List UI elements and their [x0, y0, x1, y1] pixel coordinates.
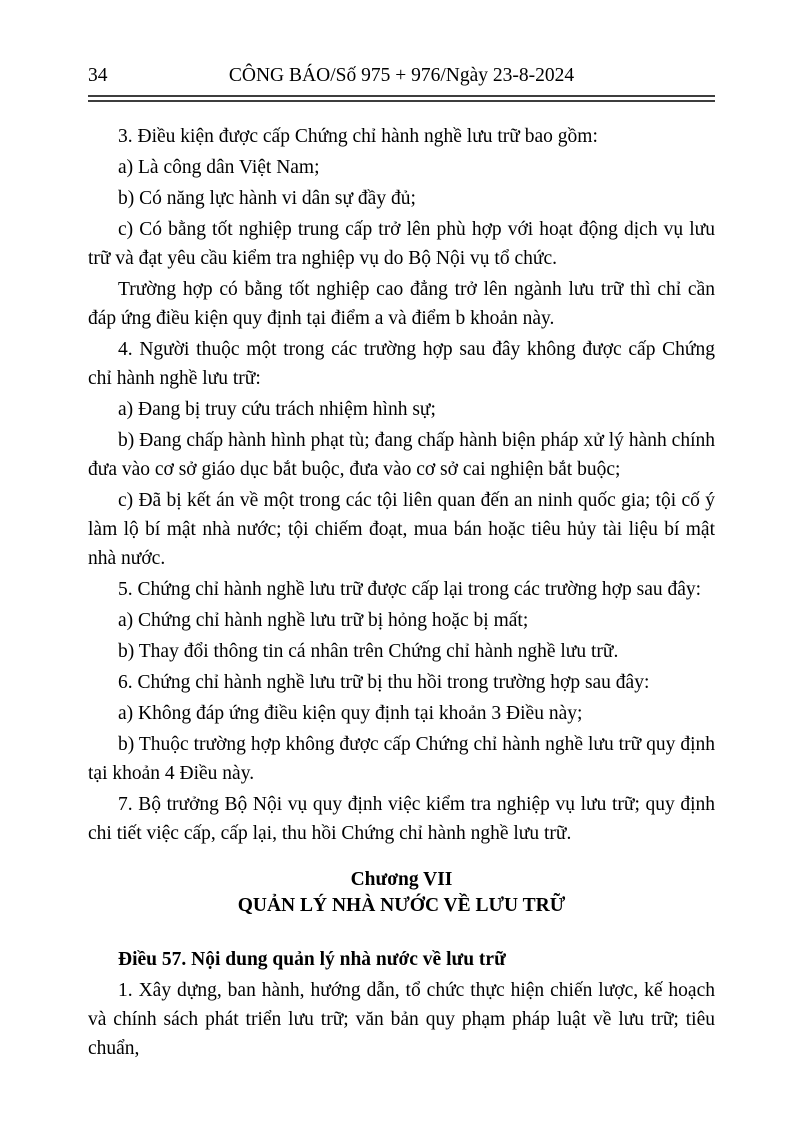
chapter-heading: [88, 867, 715, 919]
paragraph-point-6a: a) Không đáp ứng điều kiện quy định tại khoản 3 Điều này;: [118, 703, 583, 724]
paragraph-point-4c: c) Đã bị kết án về một trong các tội liên quan đến an ninh quốc gia; tội cố ý làm lộ bí mật nhà nước; tội chiếm đoạt, mua bán hoặc tiêu hủy tài liệu bí mật nhà nước.: [88, 490, 715, 569]
page-header: [88, 0, 715, 90]
paragraph-point-4b: b) Đang chấp hành hình phạt tù; đang chấp hành biện pháp xử lý hành chính đưa vào cơ sở giáo dục bắt buộc, đưa vào cơ sở cai nghiện bắt buộc;: [88, 430, 715, 480]
gazette-header-title: CÔNG BÁO/Số 975 + 976/Ngày 23-8-2024: [228, 65, 575, 86]
paragraph-point-4a: a) Đang bị truy cứu trách nhiệm hình sự;: [118, 399, 436, 420]
paragraph-article-57-clause-1: 1. Xây dựng, ban hành, hướng dẫn, tổ chức thực hiện chiến lược, kế hoạch và chính sách phát triển lưu trữ; văn bản quy phạm pháp luật về lưu trữ; tiêu chuẩn,: [88, 980, 715, 1059]
page-number: 34: [88, 65, 108, 86]
paragraph-point-3b: b) Có năng lực hành vi dân sự đầy đủ;: [118, 188, 416, 209]
paragraph-clause-3-note: Trường hợp có bằng tốt nghiệp cao đẳng trở lên ngành lưu trữ thì chỉ cần đáp ứng điều kiện quy định tại điểm a và điểm b khoản này.: [88, 279, 715, 329]
paragraph-point-3a: a) Là công dân Việt Nam;: [118, 157, 320, 178]
chapter-label: Chương VII: [350, 869, 453, 890]
chapter-title: QUẢN LÝ NHÀ NƯỚC VỀ LƯU TRỮ: [237, 895, 566, 916]
paragraph-clause-4: 4. Người thuộc một trong các trường hợp sau đây không được cấp Chứng chỉ hành nghề lưu trữ:: [88, 339, 715, 389]
article-57-heading: Điều 57. Nội dung quản lý nhà nước về lưu trữ: [118, 949, 506, 970]
paragraph-clause-7: 7. Bộ trưởng Bộ Nội vụ quy định việc kiểm tra nghiệp vụ lưu trữ; quy định chi tiết việc cấp, cấp lại, thu hồi Chứng chỉ hành nghề lưu trữ.: [88, 794, 715, 844]
paragraph-clause-3: 3. Điều kiện được cấp Chứng chỉ hành nghề lưu trữ bao gồm:: [118, 126, 598, 147]
paragraph-clause-5: 5. Chứng chỉ hành nghề lưu trữ được cấp lại trong các trường hợp sau đây:: [118, 579, 702, 600]
paragraph-point-5a: a) Chứng chỉ hành nghề lưu trữ bị hỏng hoặc bị mất;: [118, 610, 529, 631]
paragraph-point-3c: c) Có bằng tốt nghiệp trung cấp trở lên phù hợp với hoạt động dịch vụ lưu trữ và đạt yêu cầu kiểm tra nghiệp vụ do Bộ Nội vụ tổ chức.: [88, 219, 715, 269]
header-double-rule: [88, 95, 715, 102]
paragraph-point-5b: b) Thay đổi thông tin cá nhân trên Chứng chỉ hành nghề lưu trữ.: [118, 641, 619, 662]
paragraph-clause-6: 6. Chứng chỉ hành nghề lưu trữ bị thu hồi trong trường hợp sau đây:: [118, 672, 650, 693]
paragraph-point-6b: b) Thuộc trường hợp không được cấp Chứng chỉ hành nghề lưu trữ quy định tại khoản 4 Điều này.: [88, 734, 715, 784]
document-body: [88, 102, 715, 1063]
